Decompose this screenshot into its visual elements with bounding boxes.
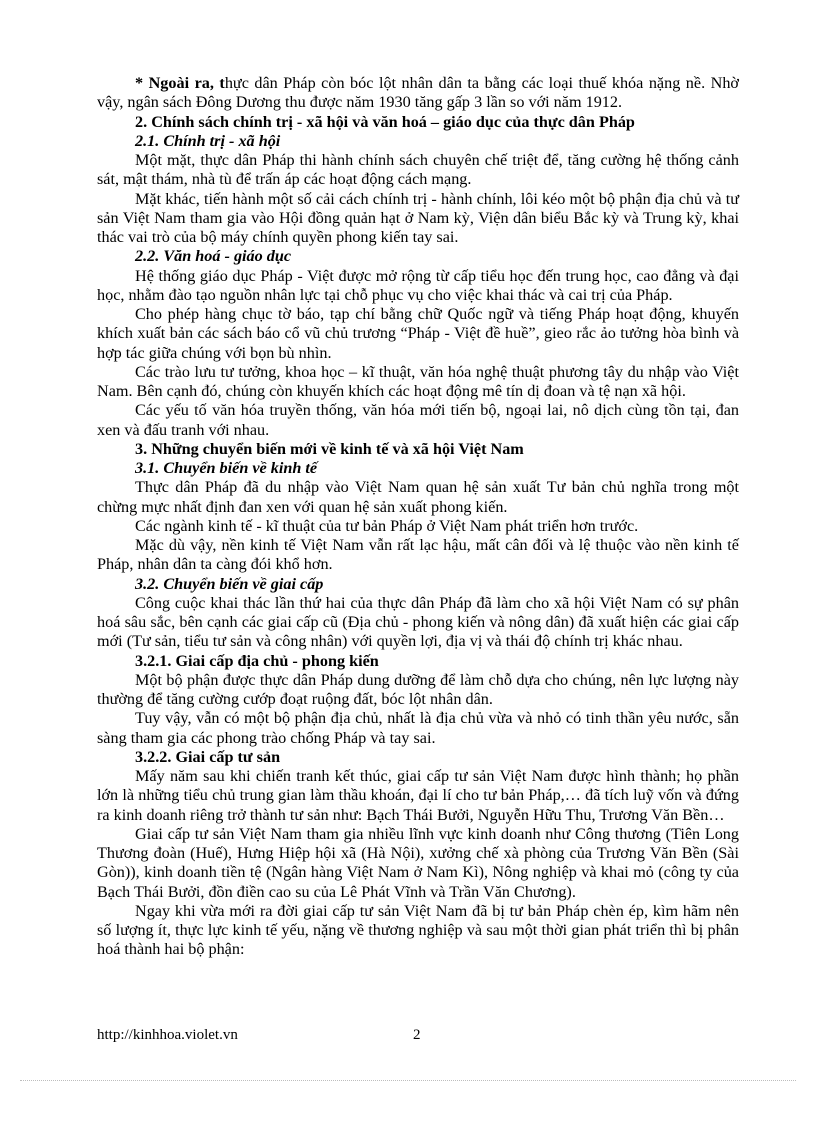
- paragraph: Thực dân Pháp đã du nhập vào Việt Nam quan hệ sản xuất Tư bản chủ nghĩa trong một chừng mực nhất định đan xen với quan hệ sản xuất phong kiến.: [97, 478, 739, 516]
- paragraph: Tuy vậy, vẫn có một bộ phận địa chủ, nhất là địa chủ vừa và nhỏ có tinh thần yêu nước, sẵn sàng tham gia các phong trào chống Pháp và tay sai.: [97, 709, 739, 747]
- paragraph: Mặt khác, tiến hành một số cải cách chính trị - hành chính, lôi kéo một bộ phận địa chủ và tư sản Việt Nam tham gia vào Hội đồng quản hạt ở Nam kỳ, Viện dân biểu Bắc kỳ và Trung kỳ, khai thác vai trò của bộ máy chính quyền phong kiến tay sai.: [97, 189, 739, 246]
- paragraph: Hệ thống giáo dục Pháp - Việt được mở rộng từ cấp tiểu học đến trung học, cao đẳng và đại học, nhằm đào tạo nguồn nhân lực tại chỗ phục vụ cho việc khai thác và cai trị của Pháp.: [97, 266, 739, 304]
- section-2-heading: 2. Chính sách chính trị - xã hội và văn hoá – giáo dục của thực dân Pháp: [135, 112, 635, 131]
- paragraph: Cho phép hàng chục tờ báo, tạp chí bằng chữ Quốc ngữ và tiếng Pháp hoạt động, khuyến khích xuất bản các sách báo cổ vũ chủ trương “Pháp - Việt đề huề”, gieo rắc ảo tưởng hòa bình và hợp tác giữa chúng với bọn bù nhìn.: [97, 305, 739, 362]
- section-3-heading: 3. Những chuyển biến mới về kinh tế và xã hội Việt Nam: [135, 439, 524, 458]
- paragraph: Giai cấp tư sản Việt Nam tham gia nhiều lĩnh vực kinh doanh như Công thương (Tiên Long Thương đoàn (Huế), Hưng Hiệp hội xã (Hà Nội), xưởng chế xà phòng của Trương Văn Bền (Sài Gòn)), kinh doanh tiền tệ (Ngân hàng Việt Nam ở Nam Kì), Nông nghiệp và khai mỏ (công ty của Bạch Thái Bưởi, đồn điền cao su của Lê Phát Vĩnh và Trần Văn Chương).: [97, 824, 739, 901]
- page-bottom-divider: [20, 1080, 796, 1081]
- section-3-2-1-heading: 3.2.1. Giai cấp địa chủ - phong kiến: [135, 651, 379, 670]
- intro-text: hực dân Pháp còn bóc lột nhân dân ta bằng các loại thuế khóa nặng nề. Nhờ vậy, ngân sách Đông Dương thu được năm 1930 tăng gấp 3 lần so với năm 1912.: [97, 74, 739, 112]
- section-2-2-heading: 2.2. Văn hoá - giáo dục: [135, 247, 292, 266]
- intro-lead: * Ngoài ra, t: [135, 74, 225, 92]
- paragraph: Mấy năm sau khi chiến tranh kết thúc, giai cấp tư sản Việt Nam được hình thành; họ phần lớn là những tiểu chủ trung gian làm thầu khoán, đại lí cho tư bản Pháp,… đã tích luỹ vốn và đứng ra kinh doanh riêng trở thành tư sản như: Bạch Thái Bưởi, Nguyễn Hữu Thu, Trương Văn Bền…: [97, 767, 739, 824]
- document-body: [97, 74, 739, 960]
- paragraph: Các trào lưu tư tưởng, khoa học – kĩ thuật, văn hóa nghệ thuật phương tây du nhập vào Việt Nam. Bên cạnh đó, chúng còn khuyến khích các hoạt động mê tín dị đoan và tệ nạn xã hội.: [97, 362, 739, 400]
- paragraph: Các ngành kinh tế - kĩ thuật của tư bản Pháp ở Việt Nam phát triển hơn trước.: [135, 516, 639, 535]
- page-number: 2: [413, 1027, 421, 1043]
- section-3-1-heading: 3.1. Chuyển biến về kinh tế: [135, 459, 318, 477]
- section-3-2-heading: 3.2. Chuyển biến về giai cấp: [135, 574, 324, 593]
- paragraph: Các yếu tố văn hóa truyền thống, văn hóa mới tiến bộ, ngoại lai, nô dịch cùng tồn tại, đan xen và đấu tranh với nhau.: [97, 401, 739, 439]
- paragraph: Mặc dù vậy, nền kinh tế Việt Nam vẫn rất lạc hậu, mất cân đối và lệ thuộc vào nền kinh tế Pháp, nhân dân ta càng đói khổ hơn.: [97, 536, 739, 574]
- paragraph: Một bộ phận được thực dân Pháp dung dưỡng để làm chỗ dựa cho chúng, nên lực lượng này thường để tăng cường cướp đoạt ruộng đất, bóc lột nhân dân.: [97, 670, 739, 708]
- paragraph: Ngay khi vừa mới ra đời giai cấp tư sản Việt Nam đã bị tư bản Pháp chèn ép, kìm hãm nên số lượng ít, thực lực kinh tế yếu, nặng về thương nghiệp và sau một thời gian phát triển thì bị phân hoá thành hai bộ phận:: [97, 901, 739, 959]
- paragraph: Một mặt, thực dân Pháp thi hành chính sách chuyên chế triệt để, tăng cường hệ thống cảnh sát, mật thám, nhà tù để trấn áp các hoạt động cách mạng.: [97, 151, 739, 189]
- paragraph: Công cuộc khai thác lần thứ hai của thực dân Pháp đã làm cho xã hội Việt Nam có sự phân hoá sâu sắc, bên cạnh các giai cấp cũ (Địa chủ - phong kiến và nông dân) đã xuất hiện các giai cấp mới (Tư sản, tiểu tư sản và công nhân) với quyền lợi, địa vị và thái độ chính trị khác nhau.: [97, 593, 739, 651]
- section-3-2-2-heading: 3.2.2. Giai cấp tư sản: [135, 747, 281, 766]
- intro-paragraph: [97, 74, 739, 113]
- section-2-1-heading: 2.1. Chính trị - xã hội: [135, 131, 281, 150]
- footer-url[interactable]: http://kinhhoa.violet.vn: [97, 1027, 238, 1043]
